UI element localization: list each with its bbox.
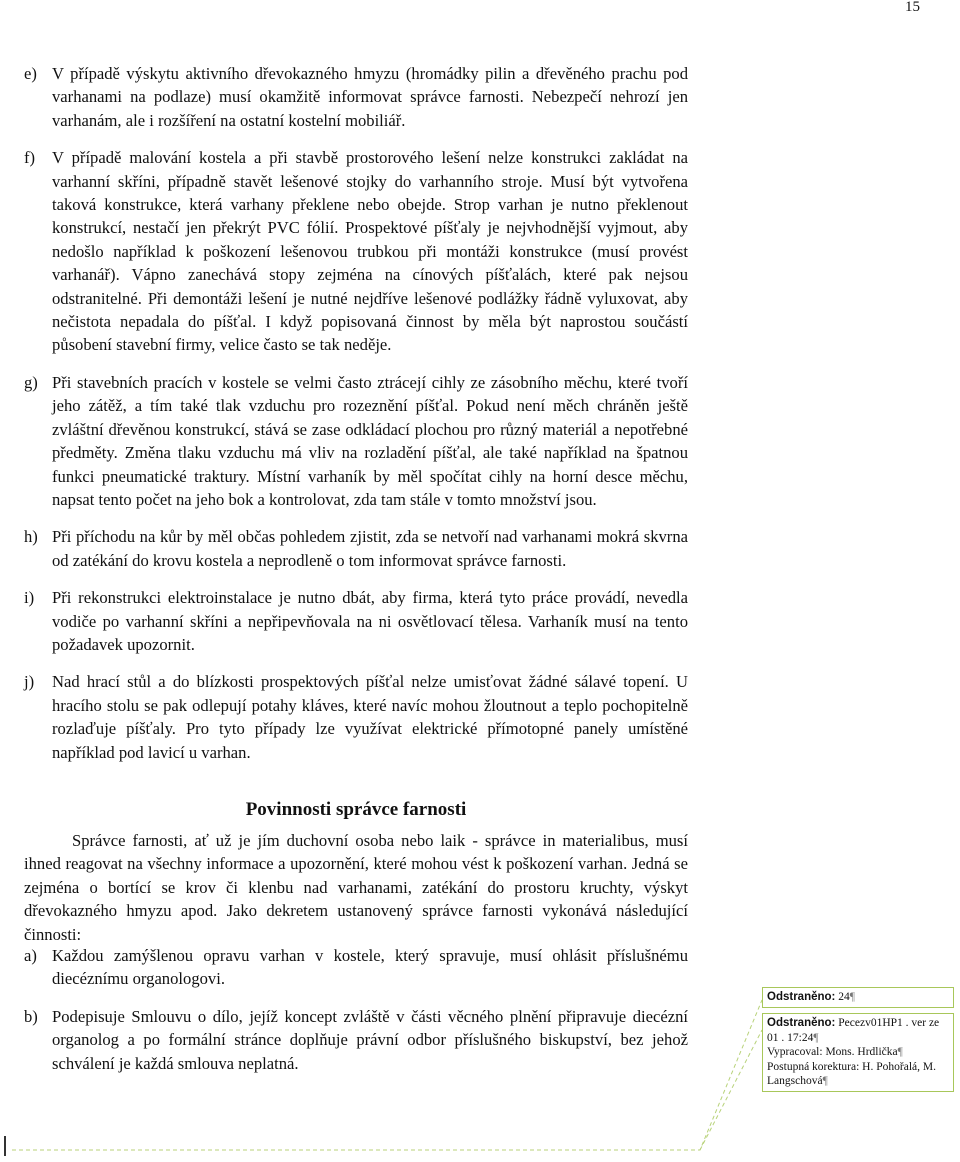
item-marker: f) [24, 148, 36, 168]
deletion-balloon[interactable] [762, 987, 954, 1008]
list-item [24, 146, 688, 357]
pilcrow-icon: ¶ [897, 1046, 903, 1059]
item-text: Při příchodu na kůr by měl občas pohledem zjistit, zda se netvoří nad varhanami mokrá skvrna od zatékání do krovu kostela a neprodleně o tom informovat správce farnosti. [52, 527, 688, 570]
deletion-label: Odstraněno: [767, 1017, 836, 1030]
section-title: Povinnosti správce farnosti [245, 799, 467, 820]
pilcrow-icon: ¶ [813, 1031, 819, 1044]
pilcrow-icon: ¶ [849, 991, 855, 1003]
deletion-line: Postupná korektura: H. Pohořalá, M. Langschová [767, 1060, 936, 1088]
item-marker: g) [24, 372, 38, 392]
item-marker: i) [24, 588, 35, 608]
list-item [24, 944, 688, 991]
list-item [24, 1005, 688, 1075]
list-item [24, 62, 688, 132]
item-marker: b) [24, 1006, 38, 1026]
item-text: Při rekonstrukci elektroinstalace je nutno dbát, aby firma, která tyto práce provádí, nevedla vodiče po varhanní skříni a nepřipevňovala na ni osvětlovací tělesa. Varhaník musí na tento požadavek upozornit. [52, 588, 688, 654]
item-text: Nad hrací stůl a do blízkosti prospektových píšťal nelze umisťovat žádné sálavé topení. U hracího stolu se pak odlepují potahy kláves, které navíc mohou žloutnout a teplo pochopitelně rozlaďuje píšťaly. Pro tyto případy lze využívat elektrické přímotopné panely umístěné například pod lavicí u varhan. [52, 672, 688, 762]
requirements-list [24, 62, 688, 778]
list-item [24, 670, 688, 764]
item-text: V případě malování kostela a při stavbě prostorového lešení nelze konstrukci zakládat na varhanní skříni, případně stavět lešenové stojky do varhanního stroje. Musí být vytvořena taková konstrukce, která varhany překlene nebo obejde. Strop varhan je nutno překlenout konstrukcí, nestačí jen překrýt PVC fólií. Prospektové píšťaly je nejvhodnější vyjmout, aby nedošlo například k poškození lešenovou trubkou při montáži konstrukce (musí provést varhanář). Vápno zanechává stopy zejména na cínových píšťalách, které pak nejsou odstranitelné. Při demontáži lešení je nutné nejdříve lešenové podlážky řádně vyluxovat, aby nečistota nepadala do píšťal. I když popisovaná činnost by měla být naprostou součástí působení stavební firmy, velice často se tak neděje. [52, 148, 688, 355]
deletion-text: 24 [838, 991, 850, 1003]
duties-list [24, 944, 688, 1089]
item-marker: e) [24, 64, 37, 83]
list-item [24, 525, 688, 572]
item-marker: j) [24, 672, 35, 692]
item-text: V případě výskytu aktivního dřevokazného hmyzu (hromádky pilin a dřevěného prachu pod varhanami na podlaze) musí okamžitě informovat správce farnosti. Nebezpečí nehrozí jen varhanám, ale i rozšíření na ostatní kostelní mobiliář. [52, 64, 688, 130]
list-item [24, 371, 688, 511]
section-intro: Správce farnosti, ať už je jím duchovní osoba nebo laik - správce in materialibus, musí ihned reagovat na všechny informace a upozornění, které mohou vést k poškození varhan. Jedná se zejména o bortící se krov či klenbu nad varhanami, zatékání do prostoru kruchty, výskyt dřevokazného hmyzu apod. Jako dekretem ustanovený správce farnosti vykonává následující činnosti: [24, 831, 688, 944]
text-cursor [4, 1136, 6, 1156]
item-marker: h) [24, 527, 38, 547]
deletion-label: Odstraněno: [767, 991, 836, 1003]
page-number: 15 [905, 0, 920, 15]
pilcrow-icon: ¶ [822, 1075, 828, 1088]
deletion-line: Vypracoval: Mons. Hrdlička [767, 1046, 898, 1059]
comment-balloons [762, 987, 954, 1092]
item-text: Každou zamýšlenou opravu varhan v kostele, který spravuje, musí ohlásit příslušnému diecéznímu organologovi. [52, 946, 688, 989]
deletion-balloon[interactable] [762, 1013, 954, 1092]
list-item [24, 586, 688, 656]
item-text: Při stavebních pracích v kostele se velmi často ztrácejí cihly ze zásobního měchu, které tvoří jeho zátěž, a tím také tlak vzduchu pro rozeznění píšťal. Pokud není měch chráněn ještě zvláštní dřevěnou konstrukcí, stává se zase odkládací plochou pro různý materiál a nepotřebné předměty. Změna tlaku vzduchu má vliv na rozladění píšťal, ale také například na špatnou funkci pneumatické traktury. Místní varhaník by měl spočítat cihly na horní desce měchu, napsat tento počet na jeho bok a kontrolovat, zda tam stále v tomto množství jsou. [52, 372, 688, 509]
item-text: Podepisuje Smlouvu o dílo, jejíž koncept zvláště v části věcného plnění připravuje diecézní organolog a po formální stránce doplňuje právní odbor příslušného biskupství, bez jehož schválení je každá smlouva neplatná. [52, 1006, 688, 1073]
deletion-text: Pecezv01HP1 . ver ze 01 . 17:24 [767, 1017, 940, 1044]
item-marker: a) [24, 946, 37, 965]
